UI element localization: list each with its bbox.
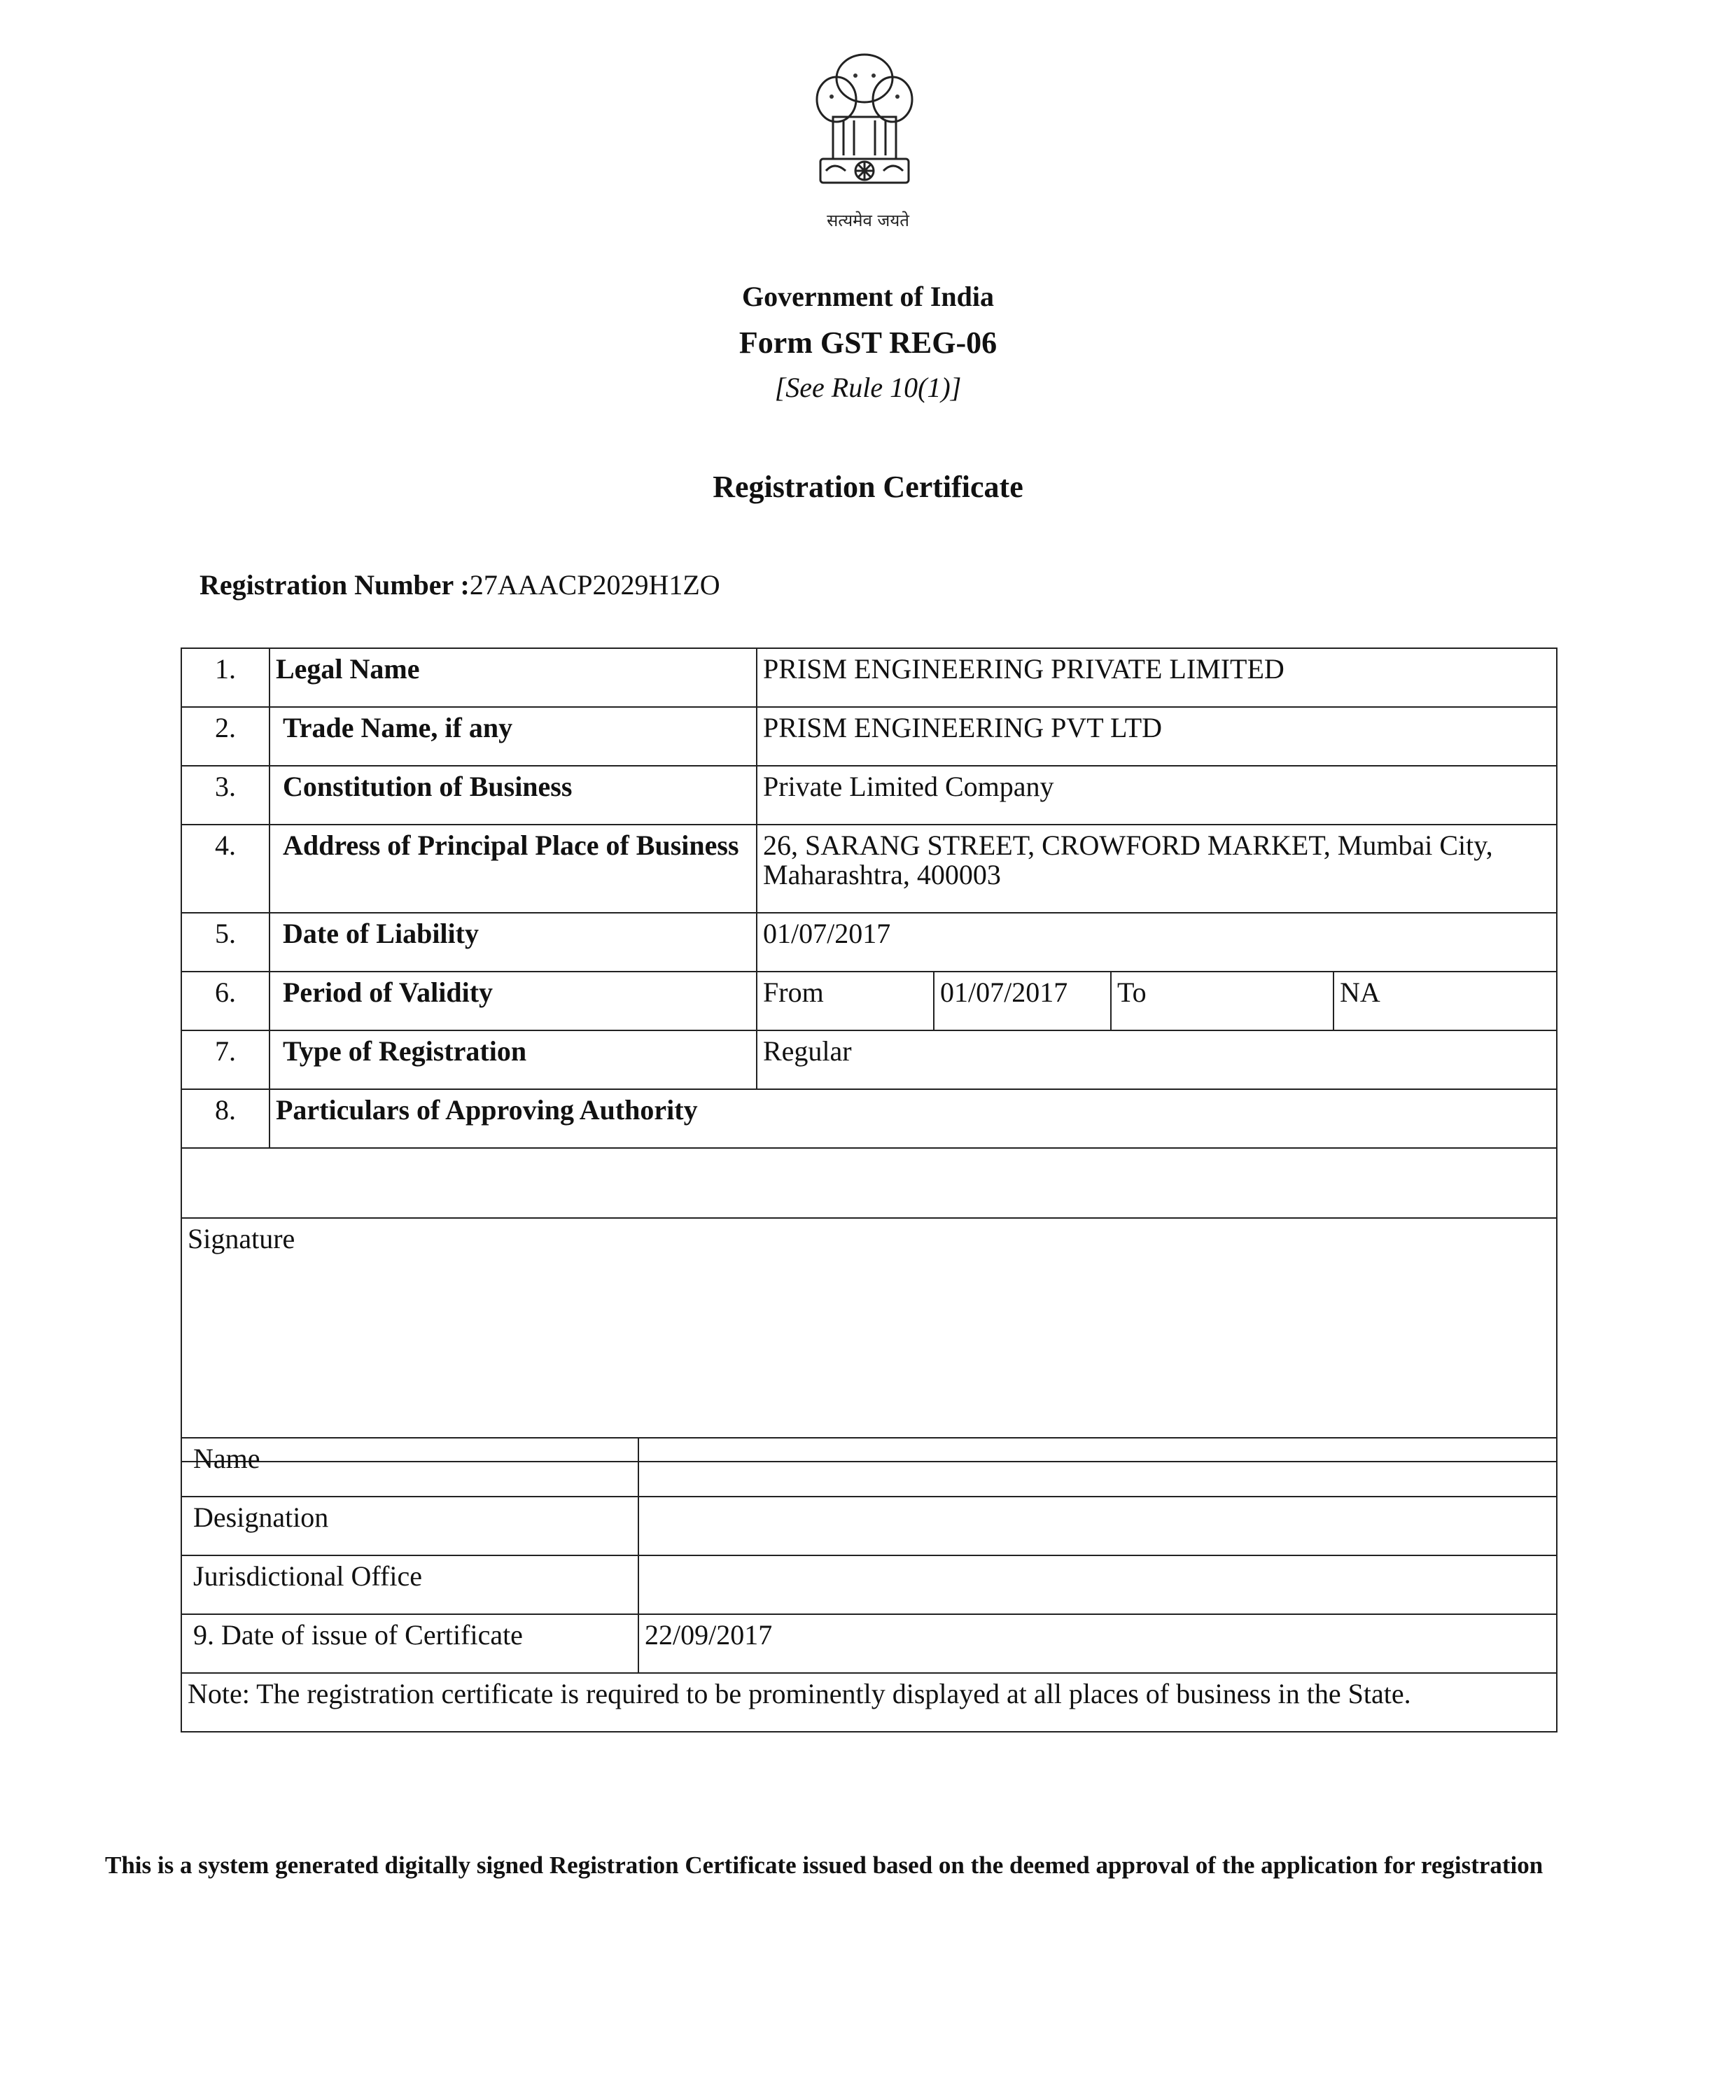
row-label: Particulars of Approving Authority bbox=[270, 1089, 1557, 1148]
name-label: Name bbox=[181, 1438, 638, 1497]
row-number: 2. bbox=[181, 707, 270, 766]
note-text: Note: The registration certificate is required to be prominently displayed at all places of business in the State. bbox=[181, 1673, 1557, 1732]
table-row bbox=[181, 707, 1557, 766]
office-value bbox=[638, 1555, 1557, 1614]
validity-from-label: From bbox=[757, 972, 934, 1030]
row-label: Address of Principal Place of Business bbox=[270, 825, 757, 913]
table-row bbox=[181, 648, 1557, 707]
row-label: Period of Validity bbox=[270, 972, 757, 1030]
blank-cell bbox=[181, 1148, 1557, 1218]
table-row bbox=[181, 1089, 1557, 1148]
row-value: Private Limited Company bbox=[757, 766, 1557, 825]
emblem-motto: सत्यमेव जयते bbox=[827, 211, 909, 230]
validity-from-value: 01/07/2017 bbox=[934, 972, 1111, 1030]
signature-row bbox=[181, 1218, 1557, 1462]
row-label: Type of Registration bbox=[270, 1030, 757, 1089]
row-value: 01/07/2017 bbox=[757, 913, 1557, 972]
certificate-title: Registration Certificate bbox=[713, 470, 1023, 504]
blank-row bbox=[181, 1148, 1557, 1218]
name-value bbox=[638, 1438, 1557, 1497]
row-number: 6. bbox=[181, 972, 270, 1030]
row-label: Date of Liability bbox=[270, 913, 757, 972]
row-number: 5. bbox=[181, 913, 270, 972]
authority-table bbox=[181, 1437, 1558, 1732]
row-number: 7. bbox=[181, 1030, 270, 1089]
footer-statement: This is a system generated digitally signed Registration Certificate issued based on the deemed approval of the application for registration bbox=[105, 1851, 1544, 1879]
row-number: 4. bbox=[181, 825, 270, 913]
table-row bbox=[181, 1497, 1557, 1555]
validity-to-label: To bbox=[1111, 972, 1334, 1030]
note-row bbox=[181, 1673, 1557, 1732]
row-label: Legal Name bbox=[270, 648, 757, 707]
row-value: Regular bbox=[757, 1030, 1557, 1089]
table-row bbox=[181, 766, 1557, 825]
registration-number-value: 27AAACP2029H1ZO bbox=[469, 569, 720, 601]
row-value: PRISM ENGINEERING PRIVATE LIMITED bbox=[757, 648, 1557, 707]
government-heading: Government of India bbox=[742, 281, 994, 312]
form-title: Form GST REG-06 bbox=[738, 326, 997, 360]
signature-label: Signature bbox=[181, 1218, 1557, 1462]
rule-reference: [See Rule 10(1)] bbox=[774, 372, 962, 403]
issue-date-label: 9. Date of issue of Certificate bbox=[181, 1614, 638, 1673]
table-row bbox=[181, 1030, 1557, 1089]
table-row bbox=[181, 1614, 1557, 1673]
validity-to-value: NA bbox=[1334, 972, 1557, 1030]
table-row bbox=[181, 1555, 1557, 1614]
designation-value bbox=[638, 1497, 1557, 1555]
row-label: Constitution of Business bbox=[270, 766, 757, 825]
registration-number-label: Registration Number : bbox=[200, 569, 470, 601]
registration-number bbox=[200, 568, 720, 601]
table-row bbox=[181, 972, 1557, 1030]
issue-date-value: 22/09/2017 bbox=[638, 1614, 1557, 1673]
row-value: PRISM ENGINEERING PVT LTD bbox=[757, 707, 1557, 766]
table-row bbox=[181, 825, 1557, 913]
table-row bbox=[181, 913, 1557, 972]
row-number: 3. bbox=[181, 766, 270, 825]
details-table bbox=[181, 648, 1558, 1462]
row-number: 8. bbox=[181, 1089, 270, 1148]
office-label: Jurisdictional Office bbox=[181, 1555, 638, 1614]
state-emblem-icon bbox=[805, 50, 924, 197]
table-row bbox=[181, 1438, 1557, 1497]
row-number: 1. bbox=[181, 648, 270, 707]
row-value: 26, SARANG STREET, CROWFORD MARKET, Mumbai City, Maharashtra, 400003 bbox=[757, 825, 1557, 913]
row-label: Trade Name, if any bbox=[270, 707, 757, 766]
designation-label: Designation bbox=[181, 1497, 638, 1555]
